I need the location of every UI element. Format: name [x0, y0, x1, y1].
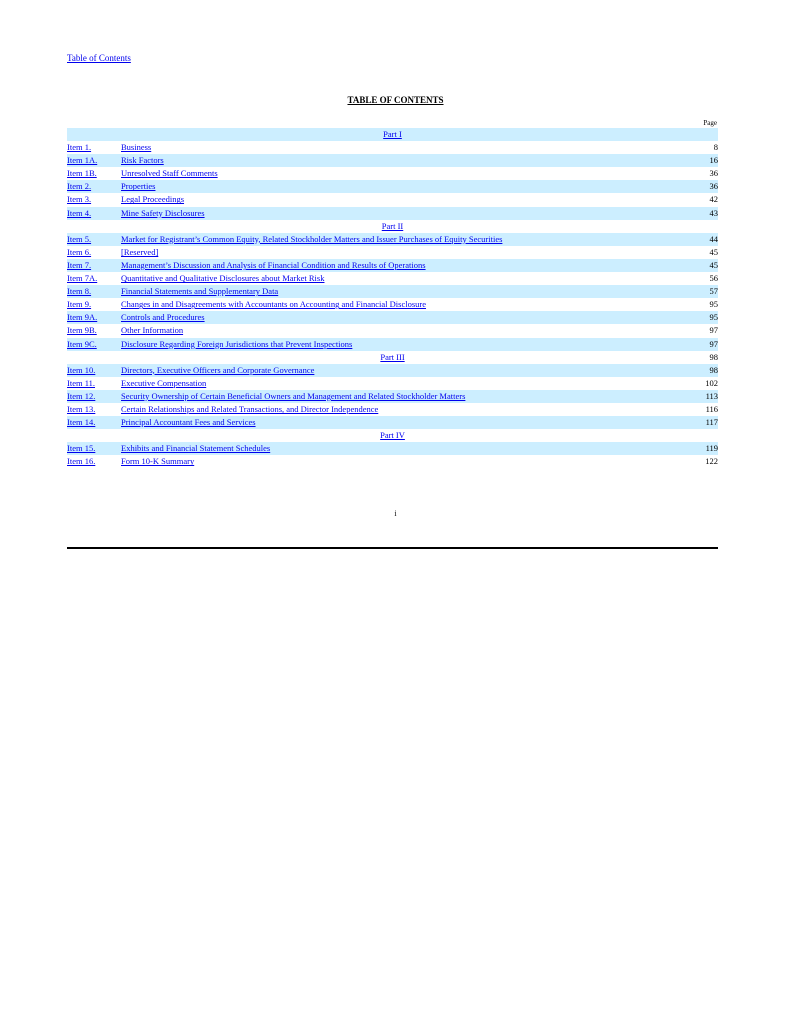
toc-item-title-link[interactable]: Unresolved Staff Comments	[121, 168, 218, 179]
toc-item-row	[67, 338, 718, 351]
toc-page-number: 113	[705, 390, 718, 401]
toc-part-row	[67, 429, 718, 442]
toc-page-number: 97	[709, 325, 718, 336]
toc-item-number-link[interactable]: Item 1.	[67, 142, 92, 153]
toc-item-row	[67, 416, 718, 429]
toc-item-number-link[interactable]: Item 10.	[67, 364, 96, 375]
toc-item-row	[67, 246, 718, 259]
toc-item-title-link[interactable]: [Reserved]	[121, 246, 159, 257]
toc-item-row	[67, 233, 718, 246]
toc-item-title-link[interactable]: Changes in and Disagreements with Accountants on Accounting and Financial Disclosure	[121, 299, 426, 310]
toc-item-title-link[interactable]: Principal Accountant Fees and Services	[121, 417, 256, 428]
toc-page-number: 119	[705, 443, 718, 454]
toc-item-row	[67, 193, 718, 206]
toc-part-link[interactable]: Part I	[383, 129, 402, 139]
toc-item-title-link[interactable]: Financial Statements and Supplementary Data	[121, 286, 279, 297]
toc-item-row	[67, 364, 718, 377]
toc-item-row	[67, 403, 718, 416]
toc-item-row	[67, 324, 718, 337]
table-of-contents-link[interactable]: Table of Contents	[67, 53, 131, 63]
toc-item-number-link[interactable]: Item 16.	[67, 456, 96, 467]
toc-item-row	[67, 442, 718, 455]
toc-page-number: 95	[709, 299, 718, 310]
toc-part-row	[67, 220, 718, 233]
toc-part-link[interactable]: Part II	[381, 220, 404, 231]
toc-item-number-link[interactable]: Item 9C.	[67, 338, 97, 349]
toc-page-number: 97	[709, 338, 718, 349]
toc-item-title-link[interactable]: Properties	[121, 181, 156, 192]
toc-page-number: 56	[709, 273, 718, 284]
toc-item-row	[67, 141, 718, 154]
toc-item-number-link[interactable]: Item 1B.	[67, 168, 97, 179]
toc-page-number: 98	[709, 364, 718, 375]
toc-item-row	[67, 455, 718, 468]
toc-item-number-link[interactable]: Item 5.	[67, 233, 92, 244]
toc-item-number-link[interactable]: Item 4.	[67, 207, 92, 218]
toc-page-number: 95	[709, 312, 718, 323]
toc-page-number: 45	[709, 259, 718, 270]
toc-page-number: 42	[709, 194, 718, 205]
toc-item-number-link[interactable]: Item 7.	[67, 259, 92, 270]
toc-item-title-link[interactable]: Exhibits and Financial Statement Schedules	[121, 443, 271, 454]
toc-item-number-link[interactable]: Item 11.	[67, 377, 96, 388]
toc-part-row	[67, 351, 718, 364]
toc-table	[67, 128, 718, 468]
page-number: i	[394, 509, 397, 518]
page-divider	[67, 547, 718, 549]
toc-item-number-link[interactable]: Item 6.	[67, 246, 92, 257]
toc-item-number-link[interactable]: Item 2.	[67, 181, 92, 192]
toc-item-title-link[interactable]: Quantitative and Qualitative Disclosures about Market Risk	[121, 273, 325, 284]
toc-page-number: 98	[709, 351, 718, 362]
toc-item-title-link[interactable]: Directors, Executive Officers and Corporate Governance	[121, 364, 315, 375]
toc-item-title-link[interactable]: Security Ownership of Certain Beneficial Owners and Management and Related Stockholder Matters	[121, 390, 466, 401]
toc-item-row	[67, 285, 718, 298]
toc-item-row	[67, 259, 718, 272]
toc-item-title-link[interactable]: Certain Relationships and Related Transactions, and Director Independence	[121, 403, 379, 414]
toc-page-number: 116	[705, 403, 718, 414]
toc-item-row	[67, 207, 718, 220]
toc-item-row	[67, 311, 718, 324]
toc-item-title-link[interactable]: Disclosure Regarding Foreign Jurisdictions that Prevent Inspections	[121, 338, 353, 349]
toc-item-number-link[interactable]: Item 9B.	[67, 325, 97, 336]
toc-part-link[interactable]: Part IV	[380, 430, 405, 441]
toc-page-number: 16	[709, 155, 718, 166]
toc-item-row	[67, 298, 718, 311]
toc-item-title-link[interactable]: Management’s Discussion and Analysis of Financial Condition and Results of Operations	[121, 259, 426, 270]
toc-item-number-link[interactable]: Item 1A.	[67, 155, 98, 166]
toc-page-number: 45	[709, 246, 718, 257]
toc-item-number-link[interactable]: Item 9.	[67, 299, 92, 310]
toc-item-title-link[interactable]: Other Information	[121, 325, 184, 336]
toc-item-title-link[interactable]: Mine Safety Disclosures	[121, 207, 205, 218]
toc-page-number: 36	[709, 181, 718, 192]
toc-page-number: 44	[709, 233, 718, 244]
page-column-header: Page	[660, 119, 717, 129]
toc-item-number-link[interactable]: Item 13.	[67, 403, 96, 414]
toc-page-number: 117	[705, 417, 718, 428]
toc-item-row	[67, 154, 718, 167]
toc-item-number-link[interactable]: Item 9A.	[67, 312, 98, 323]
toc-item-row	[67, 272, 718, 285]
toc-page-number: 8	[713, 142, 718, 153]
toc-item-row	[67, 377, 718, 390]
toc-item-number-link[interactable]: Item 8.	[67, 286, 92, 297]
toc-item-row	[67, 390, 718, 403]
toc-item-title-link[interactable]: Executive Compensation	[121, 377, 207, 388]
toc-item-row	[67, 180, 718, 193]
toc-item-number-link[interactable]: Item 3.	[67, 194, 92, 205]
toc-page-number: 122	[705, 456, 718, 467]
toc-item-row	[67, 167, 718, 180]
toc-item-number-link[interactable]: Item 7A.	[67, 273, 98, 284]
toc-page-number: 102	[705, 377, 718, 388]
toc-item-title-link[interactable]: Form 10-K Summary	[121, 456, 195, 467]
toc-page-number: 36	[709, 168, 718, 179]
toc-title: TABLE OF CONTENTS	[347, 95, 444, 105]
toc-page-number: 43	[709, 207, 718, 218]
toc-page-number: 57	[709, 286, 718, 297]
toc-item-title-link[interactable]: Controls and Procedures	[121, 312, 205, 323]
toc-item-title-link[interactable]: Legal Proceedings	[121, 194, 185, 205]
toc-item-number-link[interactable]: Item 12.	[67, 390, 96, 401]
toc-item-number-link[interactable]: Item 14.	[67, 417, 96, 428]
toc-part-row	[67, 128, 718, 141]
toc-item-title-link[interactable]: Market for Registrant’s Common Equity, Related Stockholder Matters and Issuer Purchases of Equity Securities	[121, 233, 503, 244]
toc-item-number-link[interactable]: Item 15.	[67, 443, 96, 454]
toc-item-title-link[interactable]: Risk Factors	[121, 155, 164, 166]
toc-item-title-link[interactable]: Business	[121, 142, 152, 153]
toc-part-link[interactable]: Part III	[380, 351, 405, 362]
